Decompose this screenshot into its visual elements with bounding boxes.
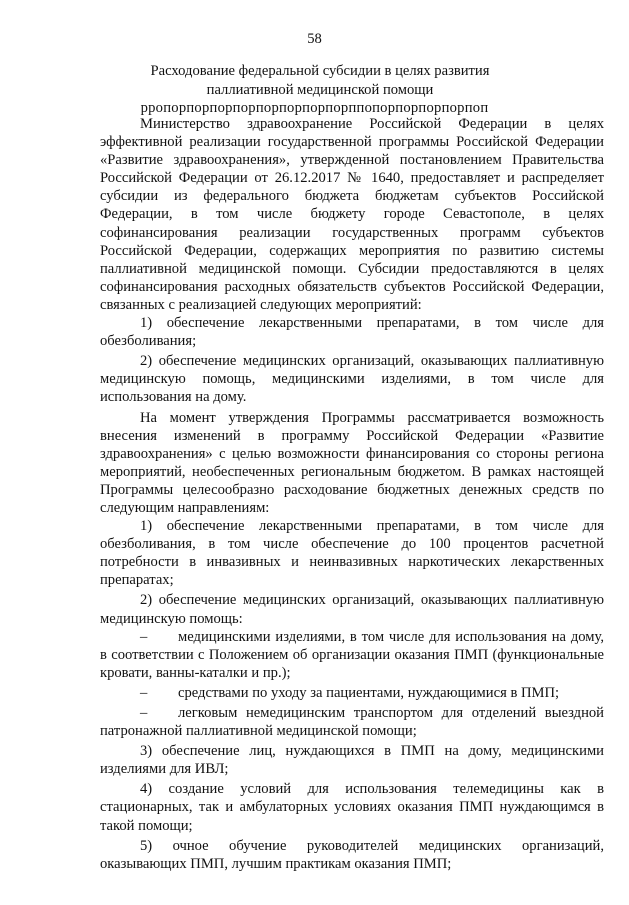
dash-item-continuation: в соответствии с Положением об организации оказания ПМП (функциональные кровати, ванны-каталки и пр.);: [100, 646, 604, 681]
dash-list: [100, 628, 604, 741]
dash-item-text: легковым немедицинским транспортом для отделений выездной: [178, 705, 604, 721]
dash-marker: –: [140, 684, 148, 701]
dash-item: [100, 704, 604, 740]
direction-item-4: 4) создание условий для использования телемедицины как в стационарных, так и амбулаторных условиях оказания ПМП нуждающимся в такой помощи;: [100, 781, 604, 834]
dash-item: [100, 684, 604, 702]
dash-marker: –: [140, 628, 148, 645]
list-item-1: 1) обеспечение лекарственными препаратами, в том числе для обезболивания;: [100, 315, 604, 350]
dash-item-text: средствами по уходу за пациентами, нуждающимися в ПМП;: [178, 684, 560, 701]
paragraph-intro: Министерство здравоохранение Российской Федерации в целях эффективной реализации государственной программы Российской Федерации «Развитие здравоохранения», утвержденной постановлением Правительства Российской Федерации от 26.12.2017 № 1640, предоставляет и распределяет субсидии из федерального бюджета бюджетам субъектов Российской Федерации, в том числе бюджету городе Севастополе, в целях софинансирования реализации государственных программ субъектов Российской Федерации, содержащих мероприятия по развитию системы паллиативной медицинской помощи. Субсидии предоставляются в целях софинансирования расходных обязательств субъектов Российской Федерации, связанных с реализацией следующих мероприятий:: [100, 116, 604, 313]
page-number: 58: [307, 31, 322, 47]
garbled-text-line: рропорпорпорпорпорпорпорпорппопорпорпорпорпоп: [140, 100, 489, 116]
list-item-2: 2) обеспечение медицинских организаций, оказывающих паллиативную медицинскую помощь, медицинскими изделиями, в том числе для использования на дому.: [100, 353, 604, 406]
document-body: [100, 115, 604, 873]
direction-item-5: 5) очное обучение руководителей медицинских организаций, оказывающих ПМП, лучшим практикам оказания ПМП;: [100, 837, 604, 872]
dash-item-continuation: патронажной паллиативной медицинской помощи;: [100, 723, 417, 740]
dash-item-text: медицинскими изделиями, в том числе для использования на дому,: [178, 628, 604, 645]
paragraph-program: На момент утверждения Программы рассматривается возможность внесения изменений в программу Российской Федерации «Развитие здравоохранения» с целью возможности финансирования со стороны региона мероприятий, необеспеченных региональным бюджетом. В рамках настоящей Программы целесообразно расходование бюджетных денежных средств по следующим направлениям:: [100, 409, 604, 516]
section-title: Расходование федеральной субсидии в целях развития паллиативной медицинской помощи: [150, 63, 490, 98]
direction-item-2: 2) обеспечение медицинских организаций, оказывающих паллиативную медицинскую помощь:: [100, 592, 604, 627]
dash-item: [100, 628, 604, 682]
dash-marker: –: [140, 705, 148, 721]
direction-item-3: 3) обеспечение лиц, нуждающихся в ПМП на дому, медицинскими изделиями для ИВЛ;: [100, 743, 604, 778]
direction-item-1: 1) обеспечение лекарственными препаратами, в том числе для обезболивания, в том числе обеспечение до 100 процентов расчетной потребности в инвазивных и неинвазивных наркотических лекарственных препаратах;: [100, 518, 604, 589]
